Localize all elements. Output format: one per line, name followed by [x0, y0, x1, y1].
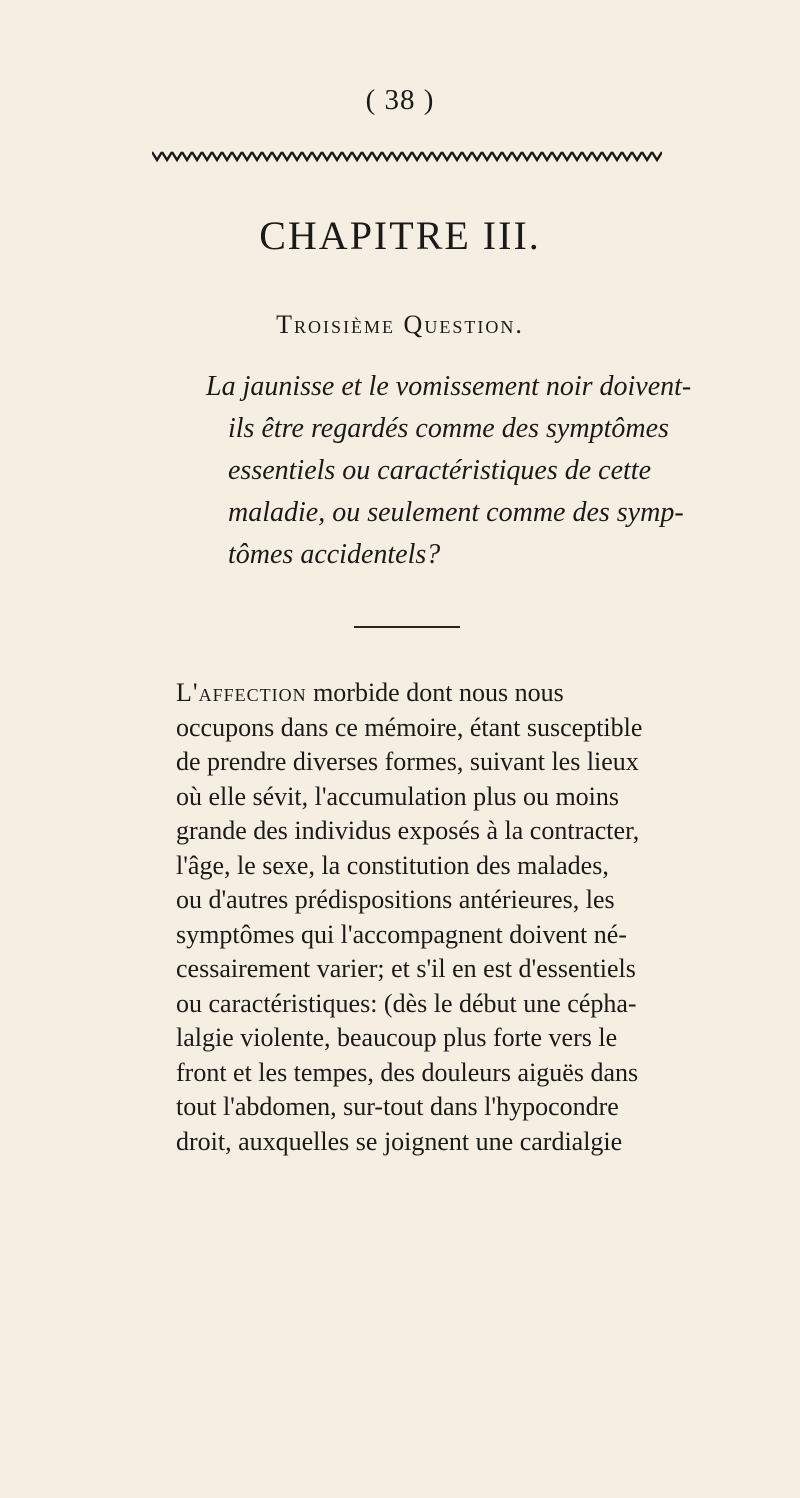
question-line: tômes accidentels? — [228, 539, 441, 570]
body-line: droit, auxquelles se joignent une cardialgie — [176, 1126, 623, 1156]
body-line: grande des individus exposés à la contracter, — [176, 816, 640, 845]
question-title: Troisième Question. — [276, 310, 524, 339]
body-paragraph — [176, 676, 776, 1159]
body-line: où elle sévit, l'accumulation plus ou moins — [176, 781, 620, 811]
body-line: ou caractéristiques: (dès le début une cépha- — [176, 988, 637, 1018]
page-number: ( 38 ) — [365, 84, 435, 116]
opening-word: L'affection — [176, 678, 307, 707]
section-divider — [354, 626, 460, 628]
body-line: cessairement varier; et s'il en est d'essentiels — [176, 954, 636, 983]
question-text — [206, 366, 766, 576]
question-line: maladie, ou seulement comme des symp- — [228, 497, 684, 528]
question-line: La jaunisse et le vomissement noir doivent- — [206, 371, 692, 402]
body-line: front et les tempes, des douleurs aiguës dans — [176, 1057, 639, 1087]
body-line: occupons dans ce mémoire, étant susceptible — [176, 712, 643, 742]
body-line: de prendre diverses formes, suivant les lieux — [176, 747, 639, 776]
body-line — [176, 676, 776, 711]
body-line: l'âge, le sexe, la constitution des malades, — [176, 850, 609, 880]
body-line: ou d'autres prédispositions antérieures, les — [176, 885, 615, 914]
chapter-title: CHAPITRE III. — [259, 213, 541, 258]
decorative-ornament-band — [152, 148, 662, 164]
question-line: ils être regardés comme des symptômes — [228, 413, 669, 444]
opening-line-rest: morbide dont nous nous — [306, 678, 564, 707]
body-line: lalgie violente, beaucoup plus forte vers le — [176, 1023, 618, 1052]
body-line: symptômes qui l'accompagnent doivent né- — [176, 919, 627, 949]
body-line: tout l'abdomen, sur-tout dans l'hypocondre — [176, 1092, 619, 1121]
question-line: essentiels ou caractéristiques de cette — [228, 455, 651, 486]
